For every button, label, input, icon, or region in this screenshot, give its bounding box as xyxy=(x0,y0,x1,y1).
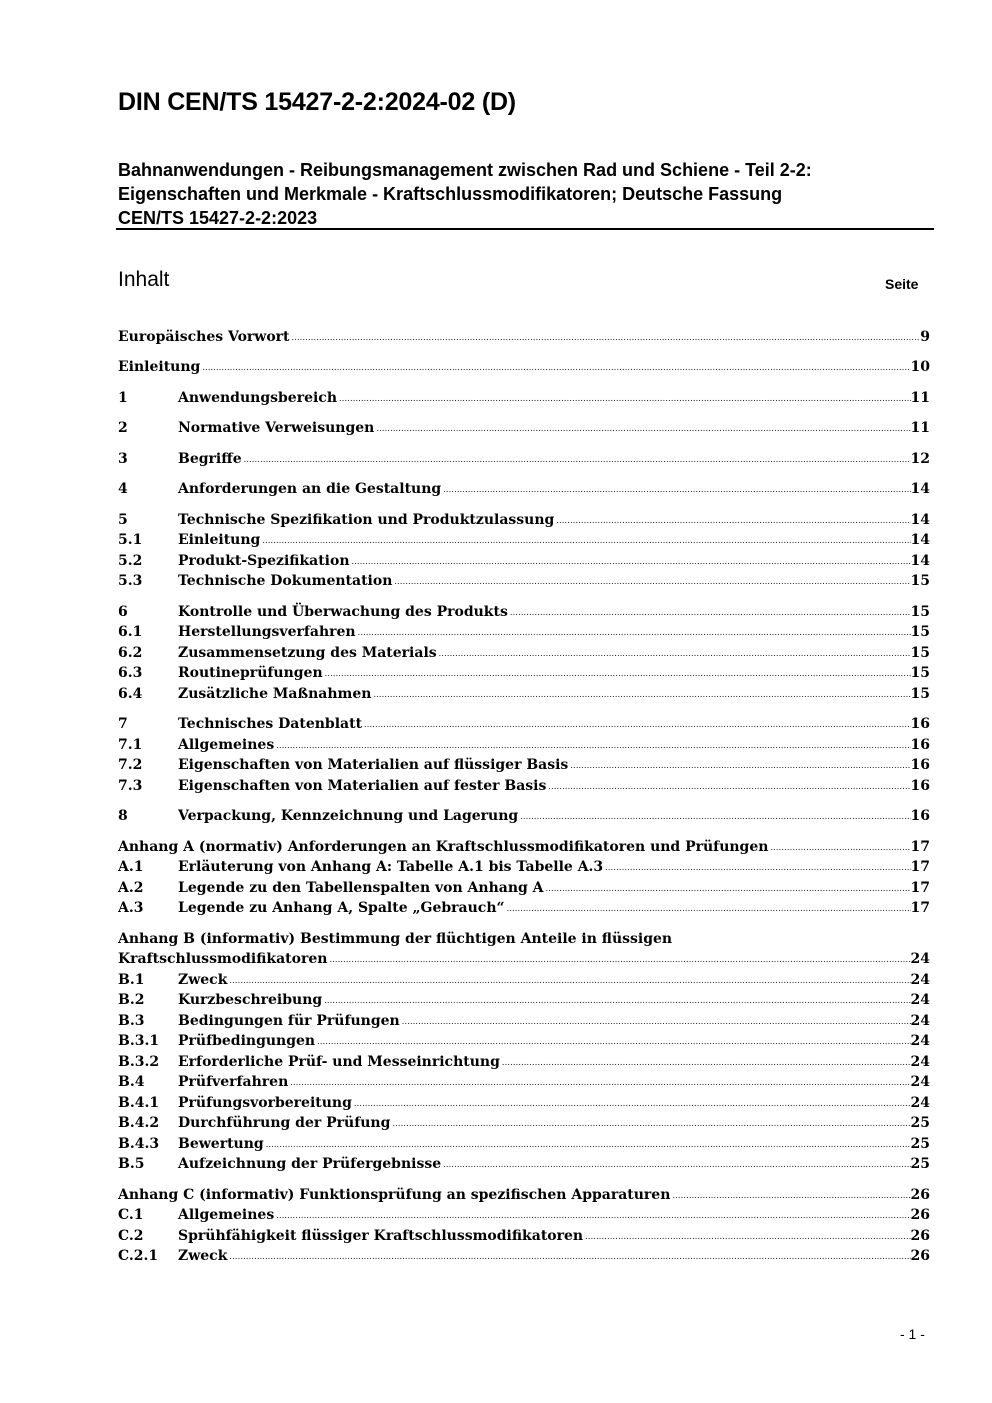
toc-entry-number: 7 xyxy=(118,716,128,732)
toc-dot-leader xyxy=(242,455,911,468)
toc-entry-number: 5.3 xyxy=(118,573,143,589)
toc-entry-page: 24 xyxy=(910,1054,930,1070)
toc-entry-page: 16 xyxy=(910,737,930,753)
toc-entry-title: Zusätzliche Maßnahmen xyxy=(178,686,372,702)
toc-entry-title: Begriffe xyxy=(178,451,242,467)
toc-entry-page: 16 xyxy=(910,808,930,824)
toc-entry-number: 6.1 xyxy=(118,624,143,640)
toc-entry[interactable] xyxy=(118,1204,930,1224)
toc-entry-number: 4 xyxy=(118,481,128,497)
toc-entry-number: B.4.1 xyxy=(118,1095,160,1111)
toc-entry[interactable] xyxy=(118,754,930,774)
toc-dot-leader xyxy=(323,669,911,682)
toc-entry-number: B.4.2 xyxy=(118,1115,160,1131)
toc-entry-page: 26 xyxy=(910,1187,930,1203)
toc-entry-number: 2 xyxy=(118,420,128,436)
toc-dot-leader xyxy=(603,863,910,876)
toc-entry-page: 25 xyxy=(910,1136,930,1152)
page-number: - 1 - xyxy=(900,1326,925,1342)
toc-entry[interactable] xyxy=(118,928,930,948)
toc-entry-number: 5 xyxy=(118,512,128,528)
toc-entry-title: Einleitung xyxy=(178,532,261,548)
document-id: DIN CEN/TS 15427-2-2:2024-02 (D) xyxy=(118,88,516,116)
toc-entry[interactable] xyxy=(118,509,930,529)
toc-dot-leader xyxy=(500,1058,911,1071)
toc-heading: Inhalt xyxy=(118,268,170,291)
toc-entry-page: 16 xyxy=(910,778,930,794)
toc-entry[interactable] xyxy=(118,877,930,897)
toc-dot-leader xyxy=(337,394,911,407)
toc-dot-leader xyxy=(274,741,910,754)
toc-entry[interactable] xyxy=(118,1051,930,1071)
toc-entry-title: Legende zu Anhang A, Spalte „Gebrauch“ xyxy=(178,900,505,916)
toc-entry[interactable] xyxy=(118,621,930,641)
toc-entry-page: 15 xyxy=(910,573,930,589)
subtitle-line: Bahnanwendungen - Reibungsmanagement zwischen Rad und Schiene - Teil 2-2: xyxy=(118,160,812,180)
toc-entry-page: 24 xyxy=(910,992,930,1008)
toc-entry[interactable] xyxy=(118,1071,930,1091)
toc-entry-title: Bedingungen für Prüfungen xyxy=(178,1013,400,1029)
toc-entry-page: 26 xyxy=(910,1207,930,1223)
toc-entry-title: Sprühfähigkeit flüssiger Kraftschlussmodifikatoren xyxy=(178,1228,584,1244)
toc-entry-title: Aufzeichnung der Prüfergebnisse xyxy=(178,1156,442,1172)
toc-entry-number: 5.1 xyxy=(118,532,143,548)
toc-entry[interactable] xyxy=(118,836,930,856)
toc-entry-page: 17 xyxy=(910,839,930,855)
toc-entry-page: 14 xyxy=(910,532,930,548)
toc-dot-leader xyxy=(350,557,911,570)
toc-entry-number: B.1 xyxy=(118,972,145,988)
toc-entry-page: 15 xyxy=(910,645,930,661)
toc-entry-title: Anwendungsbereich xyxy=(178,390,337,406)
toc-entry-title: Zweck xyxy=(178,972,228,988)
toc-entry[interactable] xyxy=(118,1112,930,1132)
toc-entry-page: 24 xyxy=(910,1095,930,1111)
toc-entry[interactable] xyxy=(118,1010,930,1030)
toc-dot-leader xyxy=(390,1119,910,1132)
toc-dot-leader xyxy=(327,955,910,968)
toc-entry[interactable] xyxy=(118,387,930,407)
toc-entry[interactable] xyxy=(118,662,930,682)
toc-entry[interactable] xyxy=(118,734,930,754)
toc-entry-number: 6 xyxy=(118,604,128,620)
toc-entry-page: 15 xyxy=(910,665,930,681)
toc-entry[interactable] xyxy=(118,550,930,570)
toc-dot-leader xyxy=(371,690,910,703)
toc-entry[interactable] xyxy=(118,1030,930,1050)
toc-entry-page: 26 xyxy=(910,1248,930,1264)
subtitle-line: CEN/TS 15427-2-2:2023 xyxy=(118,208,318,228)
toc-entry-number: 6.4 xyxy=(118,686,143,702)
toc-dot-leader xyxy=(322,996,910,1009)
toc-entry-page: 10 xyxy=(910,359,930,375)
toc-entry-number: B.4.3 xyxy=(118,1136,160,1152)
toc-dot-leader xyxy=(352,1099,911,1112)
toc-entry-page: 16 xyxy=(910,716,930,732)
toc-dot-leader xyxy=(356,628,911,641)
toc-entry-title: Anhang C (informativ) Funktionsprüfung an spezifischen Apparaturen xyxy=(118,1187,671,1203)
toc-entry-page: 15 xyxy=(910,604,930,620)
toc-entry-title: Durchführung der Prüfung xyxy=(178,1115,391,1131)
toc-dot-leader xyxy=(505,904,911,917)
toc-dot-leader xyxy=(260,536,910,549)
toc-entry-number: B.5 xyxy=(118,1156,145,1172)
toc-entry[interactable] xyxy=(118,989,930,1009)
toc-entry-page: 25 xyxy=(910,1115,930,1131)
toc-entry-title: Prüfverfahren xyxy=(178,1074,289,1090)
toc-dot-leader xyxy=(441,485,910,498)
toc-entry[interactable] xyxy=(118,713,930,733)
toc-entry[interactable] xyxy=(118,642,930,662)
toc-entry-title: Einleitung xyxy=(118,359,201,375)
toc-dot-leader xyxy=(290,333,921,346)
toc-entry-page: 24 xyxy=(910,951,930,967)
toc-entry-title: Prüfbedingungen xyxy=(178,1033,316,1049)
toc-dot-leader xyxy=(200,363,910,376)
toc-entry[interactable] xyxy=(118,969,930,989)
toc-entry-page: 26 xyxy=(910,1228,930,1244)
toc-dot-leader xyxy=(437,649,911,662)
toc-entry-title: Erläuterung von Anhang A: Tabelle A.1 bis Tabelle A.3 xyxy=(178,859,604,875)
toc-entry-title: Zweck xyxy=(178,1248,228,1264)
toc-dot-leader xyxy=(768,843,910,856)
toc-entry-title: Herstellungsverfahren xyxy=(178,624,356,640)
toc-entry-page: 17 xyxy=(910,880,930,896)
toc-entry-number: B.4 xyxy=(118,1074,145,1090)
toc-dot-leader xyxy=(670,1191,910,1204)
toc-dot-leader xyxy=(583,1232,910,1245)
toc-dot-leader xyxy=(288,1078,910,1091)
toc-entry-page: 15 xyxy=(910,624,930,640)
toc-entry-page: 24 xyxy=(910,1074,930,1090)
title-divider xyxy=(116,228,934,230)
toc-dot-leader xyxy=(227,976,910,989)
toc-entry[interactable] xyxy=(118,529,930,549)
toc-entry-page: 24 xyxy=(910,972,930,988)
toc-entry-title: Erforderliche Prüf- und Messeinrichtung xyxy=(178,1054,500,1070)
toc-entry[interactable] xyxy=(118,601,930,621)
toc-entry-number: 8 xyxy=(118,808,128,824)
toc-dot-leader xyxy=(544,884,911,897)
toc-entry-title: Technische Dokumentation xyxy=(178,573,393,589)
toc-entry-number: C.1 xyxy=(118,1207,144,1223)
toc-entry-title: Anforderungen an die Gestaltung xyxy=(178,481,442,497)
toc-entry[interactable] xyxy=(118,417,930,437)
toc-dot-leader xyxy=(274,1211,910,1224)
toc-entry-number: 7.1 xyxy=(118,737,143,753)
toc-entry-title: Legende zu den Tabellenspalten von Anhang A xyxy=(178,880,544,896)
toc-entry-page: 12 xyxy=(910,451,930,467)
toc-entry-page: 24 xyxy=(910,1013,930,1029)
toc-entry[interactable] xyxy=(118,1133,930,1153)
toc-entry[interactable] xyxy=(118,683,930,703)
toc-entry-title: Eigenschaften von Materialien auf flüssiger Basis xyxy=(178,757,569,773)
toc-entry-number: A.3 xyxy=(118,900,144,916)
toc-entry[interactable] xyxy=(118,1184,930,1204)
toc-entry[interactable] xyxy=(118,948,930,968)
toc-entry-title: Kontrolle und Überwachung des Produkts xyxy=(178,604,508,620)
toc-entry[interactable] xyxy=(118,805,930,825)
subtitle-line: Eigenschaften und Merkmale - Kraftschlussmodifikatoren; Deutsche Fassung xyxy=(118,184,783,204)
page-column-label: Seite xyxy=(885,276,919,292)
toc-dot-leader xyxy=(518,812,910,825)
toc-entry-number: 1 xyxy=(118,390,128,406)
toc-entry-title: Technische Spezifikation und Produktzulassung xyxy=(178,512,555,528)
toc-entry-number: B.3 xyxy=(118,1013,145,1029)
toc-entry-number: C.2.1 xyxy=(118,1248,159,1264)
toc-dot-leader xyxy=(362,720,910,733)
toc-entry-number: A.2 xyxy=(118,880,144,896)
toc-entry-page: 16 xyxy=(910,757,930,773)
toc-entry[interactable] xyxy=(118,356,930,376)
toc-entry[interactable] xyxy=(118,1092,930,1112)
toc-entry-title: Kurzbeschreibung xyxy=(178,992,323,1008)
toc-entry-number: 6.3 xyxy=(118,665,143,681)
toc-entry-title: Zusammensetzung des Materials xyxy=(178,645,437,661)
toc-entry-page: 24 xyxy=(910,1033,930,1049)
toc-entry-title: Anhang A (normativ) Anforderungen an Kraftschlussmodifikatoren und Prüfungen xyxy=(118,839,769,855)
toc-entry[interactable] xyxy=(118,448,930,468)
toc-entry-number: 7.2 xyxy=(118,757,143,773)
toc-entry-number: 3 xyxy=(118,451,128,467)
toc-entry-page: 25 xyxy=(910,1156,930,1172)
toc-entry-title: Prüfungsvorbereitung xyxy=(178,1095,352,1111)
toc-entry-title: Technisches Datenblatt xyxy=(178,716,363,732)
toc-entry[interactable] xyxy=(118,1245,930,1265)
toc-dot-leader xyxy=(554,516,910,529)
document-subtitle xyxy=(118,158,933,230)
toc-entry[interactable] xyxy=(118,326,930,346)
toc-entry-title: Allgemeines xyxy=(178,737,275,753)
toc-entry[interactable] xyxy=(118,897,930,917)
toc-dot-leader xyxy=(400,1017,911,1030)
toc-entry-page: 15 xyxy=(910,686,930,702)
toc-dot-leader xyxy=(568,761,910,774)
toc-dot-leader xyxy=(264,1140,911,1153)
toc-entry-page: 9 xyxy=(920,329,930,345)
toc-dot-leader xyxy=(374,424,910,437)
toc-entry[interactable] xyxy=(118,1153,930,1173)
toc-entry-number: C.2 xyxy=(118,1228,144,1244)
toc-dot-leader xyxy=(508,608,911,621)
toc-dot-leader xyxy=(546,782,910,795)
toc-entry-number: B.3.2 xyxy=(118,1054,160,1070)
toc-entry-page: 17 xyxy=(910,900,930,916)
toc-entry[interactable] xyxy=(118,1225,930,1245)
toc-dot-leader xyxy=(315,1037,910,1050)
toc-dot-leader xyxy=(441,1160,910,1173)
toc-entry[interactable] xyxy=(118,478,930,498)
toc-entry[interactable] xyxy=(118,570,930,590)
toc-entry-title: Normative Verweisungen xyxy=(178,420,375,436)
toc-entry-number: A.1 xyxy=(118,859,144,875)
toc-entry-page: 14 xyxy=(910,553,930,569)
toc-entry-title: Eigenschaften von Materialien auf fester Basis xyxy=(178,778,547,794)
toc-entry-title: Anhang B (informativ) Bestimmung der flüchtigen Anteile in flüssigen xyxy=(118,931,673,947)
toc-entry-page: 11 xyxy=(910,420,930,436)
toc-entry-number: B.2 xyxy=(118,992,145,1008)
toc-dot-leader xyxy=(227,1252,910,1265)
toc-entry-title: Verpackung, Kennzeichnung und Lagerung xyxy=(178,808,519,824)
toc-entry-number: 7.3 xyxy=(118,778,143,794)
toc-entry-number: 6.2 xyxy=(118,645,143,661)
toc-entry[interactable] xyxy=(118,775,930,795)
toc-dot-leader xyxy=(392,577,910,590)
toc-entry-number: B.3.1 xyxy=(118,1033,160,1049)
toc-entry-page: 14 xyxy=(910,512,930,528)
toc-entry-number: 5.2 xyxy=(118,553,143,569)
toc-entry-page: 14 xyxy=(910,481,930,497)
toc-entry[interactable] xyxy=(118,856,930,876)
toc-entry-page: 17 xyxy=(910,859,930,875)
toc-entry-title: Produkt-Spezifikation xyxy=(178,553,350,569)
toc-entry-title: Bewertung xyxy=(178,1136,264,1152)
toc-entry-page: 11 xyxy=(910,390,930,406)
toc-entry-title: Allgemeines xyxy=(178,1207,275,1223)
toc-entry-title: Europäisches Vorwort xyxy=(118,329,290,345)
toc-entry-title: Routineprüfungen xyxy=(178,665,323,681)
toc-entry-title: Kraftschlussmodifikatoren xyxy=(118,951,328,967)
